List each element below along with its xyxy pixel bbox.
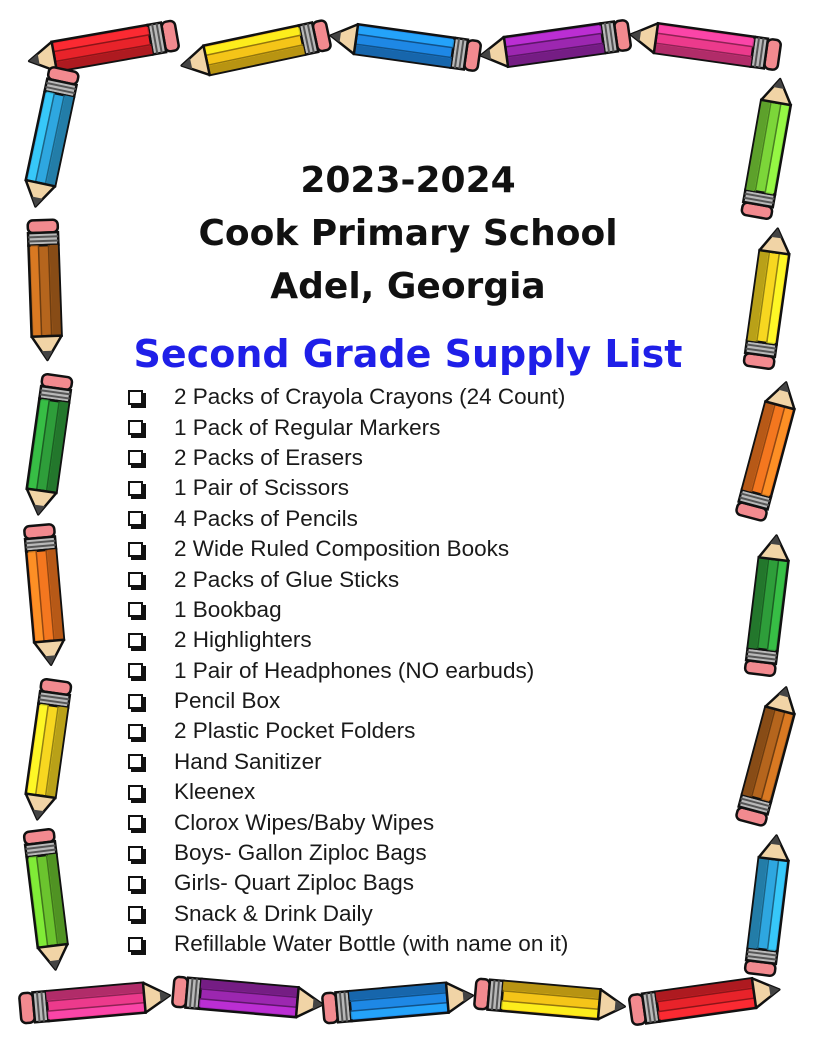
- supply-item-text: 1 Bookbag: [174, 596, 282, 622]
- checkbox-icon[interactable]: [128, 481, 143, 496]
- pencil-icon: [735, 379, 800, 522]
- checkbox-icon[interactable]: [128, 754, 143, 769]
- checkbox-icon[interactable]: [128, 542, 143, 557]
- supply-item-text: 2 Plastic Pocket Folders: [174, 718, 416, 744]
- supply-item-text: 2 Packs of Erasers: [174, 444, 363, 470]
- page-title: Second Grade Supply List: [133, 332, 683, 376]
- pencil-icon: [474, 979, 626, 1022]
- pencil-icon: [19, 981, 171, 1024]
- supply-list: [124, 382, 568, 959]
- pencil-icon: [745, 534, 792, 677]
- supply-item-text: 1 Pair of Scissors: [174, 475, 350, 501]
- list-item: [124, 564, 568, 594]
- checkbox-icon[interactable]: [128, 663, 143, 678]
- supply-item-text: 2 Highlighters: [174, 627, 312, 653]
- pencil-icon: [179, 20, 332, 81]
- school-year: 2023-2024: [300, 160, 516, 201]
- checkbox-icon[interactable]: [128, 602, 143, 617]
- checkbox-icon[interactable]: [128, 846, 143, 861]
- pencil-icon: [322, 981, 474, 1024]
- list-item: [124, 929, 568, 959]
- supply-item-text: Girls- Quart Ziploc Bags: [174, 870, 415, 896]
- pencil-icon: [22, 679, 71, 822]
- list-item: [124, 899, 568, 929]
- checkbox-icon[interactable]: [128, 694, 143, 709]
- supply-item-text: Hand Sanitizer: [174, 748, 322, 774]
- pencil-icon: [745, 834, 792, 977]
- list-item: [124, 595, 568, 625]
- pencil-icon: [329, 21, 482, 72]
- list-item: [124, 412, 568, 442]
- supply-item-text: 2 Packs of Crayola Crayons (24 Count): [174, 384, 566, 410]
- list-item: [124, 716, 568, 746]
- supply-item-text: 1 Pair of Headphones (NO earbuds): [174, 657, 535, 683]
- pencil-icon: [24, 829, 71, 972]
- pencil-icon: [24, 524, 66, 666]
- list-item: [124, 807, 568, 837]
- supply-item-text: 2 Packs of Glue Sticks: [174, 566, 400, 592]
- list-item: [124, 868, 568, 898]
- supply-item-text: Kleenex: [174, 779, 256, 805]
- checkbox-icon[interactable]: [128, 420, 143, 435]
- list-item: [124, 747, 568, 777]
- supply-item-text: 1 Pack of Regular Markers: [174, 414, 441, 440]
- list-item: [124, 656, 568, 686]
- checkbox-icon[interactable]: [128, 906, 143, 921]
- pencil-icon: [172, 977, 324, 1020]
- supply-item-text: Snack & Drink Daily: [174, 900, 373, 926]
- checkbox-icon[interactable]: [128, 511, 143, 526]
- pencil-icon: [735, 684, 800, 827]
- pencil-icon: [479, 20, 632, 71]
- list-item: [124, 382, 568, 412]
- checkbox-icon[interactable]: [128, 724, 143, 739]
- list-item: [124, 686, 568, 716]
- list-item: [124, 625, 568, 655]
- supply-item-text: Pencil Box: [174, 688, 281, 714]
- school-name: Cook Primary School: [198, 213, 618, 254]
- pencil-icon: [629, 975, 782, 1026]
- list-item: [124, 443, 568, 473]
- supply-item-text: Boys- Gallon Ziploc Bags: [174, 840, 427, 866]
- supply-item-text: Refillable Water Bottle (with name on it): [174, 931, 569, 957]
- supply-item-text: 4 Packs of Pencils: [174, 505, 358, 531]
- pencil-icon: [27, 20, 180, 76]
- list-item: [124, 777, 568, 807]
- checkbox-icon[interactable]: [128, 815, 143, 830]
- checkbox-icon[interactable]: [128, 450, 143, 465]
- list-item: [124, 534, 568, 564]
- checkbox-icon[interactable]: [128, 390, 143, 405]
- pencil-icon: [629, 20, 782, 71]
- supply-item-text: 2 Wide Ruled Composition Books: [174, 536, 510, 562]
- supply-item-text: Clorox Wipes/Baby Wipes: [174, 809, 435, 835]
- list-item: [124, 838, 568, 868]
- school-location: Adel, Georgia: [270, 266, 546, 307]
- list-item: [124, 504, 568, 534]
- checkbox-icon[interactable]: [128, 937, 143, 952]
- checkbox-icon[interactable]: [128, 876, 143, 891]
- checkbox-icon[interactable]: [128, 785, 143, 800]
- checkbox-icon[interactable]: [128, 572, 143, 587]
- checkbox-icon[interactable]: [128, 633, 143, 648]
- pencil-icon: [23, 374, 72, 517]
- list-item: [124, 473, 568, 503]
